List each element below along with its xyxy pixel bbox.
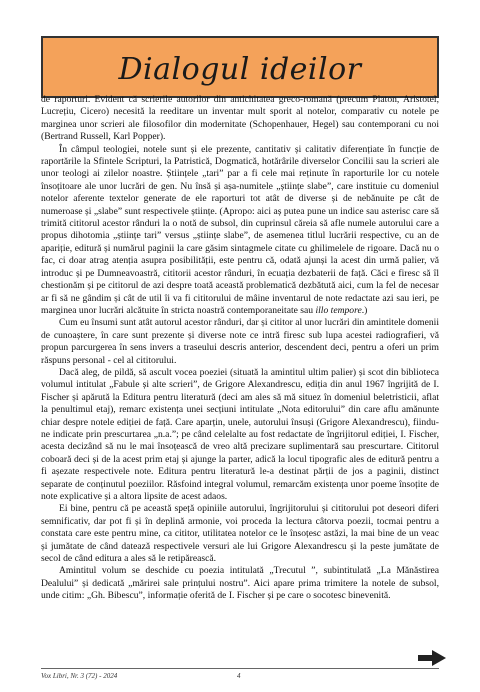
section-banner — [41, 36, 439, 98]
paragraph: Dacă aleg, de pildă, să ascult vocea poeziei (situată la amintitul ultim palier) și scot din biblioteca volumul intitulat „Fabule și alte scrieri”, de Grigore Alexandrescu, ediția din anul 1967 îngrijită de I. Fischer și apărută la Editura pentru literatură (deci am ales să mă situez în domeniul beletristicii, aflat la penultimul etaj), remarc existența unei secțiuni intitulate „Nota editorului” din care aflu amănunte chiar despre notele ediției de față. Care aparțin, unele, autorului însuși (Grigore Alexandrescu), fiindu-ne indicate prin prescurtarea „n.a.”; pe când celelalte au fost redactate de îngrijitorul ediției, I. Fischer, acesta decizând să nu le mai însoțească de vreo altă precizare suplimentară sau prescurtare. Cititorul coboară deci și de la acest prim etaj și ajunge la parter, adică la locul tipografic ales de editură pentru a fi așezate respectivele note. Editura pentru literatură le-a destinat părții de jos a paginii, distinct separate de conținutul poeziilor. Răsfoind integral volumul, remarcăm existența unor poeme însoțite de note explicative și a altora lipsite de acest adaos. — [41, 366, 439, 502]
section-title: Dialogul ideilor — [118, 52, 362, 87]
right-arrow-icon[interactable] — [418, 650, 446, 666]
journal-reference: Vox Libri, Nr. 3 (72) - 2024 — [41, 672, 118, 680]
paragraph: de raporturi. Evident că scrierile autorilor din antichitatea greco-romană (precum Platon, Aristotel, Lucrețiu, Cicero) necesită la reeditare un inventar mult sporit al notelor, comparativ cu notele pe marginea unor scrieri ale filosofilor din modernitate (Schopenhauer, Hegel) sau contemporani cu noi (Bertrand Russell, Karl Popper). — [41, 94, 439, 143]
paragraph: În câmpul teologiei, notele sunt și ele prezente, cantitativ și calitativ diferențiate în funcție de raportările la Sfintele Scripturi, la Patristică, Dogmatică, hotărârile diverselor Concilii sau la scrieri ale unor teologi ai zilelor noastre. Științele „tari” par a fi cele mai reținute în raporturile lor cu notele însoțitoare ale unor lucrări de gen. Nu însă și așa-numitele „științe slabe”, care instituie cu domeniul notelor aferente textelor generate de ele raporturi tot atât de diverse și de nebănuite pe cât de numeroase și „slabe” sunt respectivele științe. (Apropo: aici aș putea pune un indice sau asterisc care să trimită cititorul acestor rânduri la o notă de subsol, din cuprinsul căreia să afle numele autorului care a propus dihotomia „științe tari” versus „științe slabe”, de asemenea titlul lucrării respective, cu an de apariție, editură și numărul paginii la care găsim sintagmele citate cu ghilimelele de rigoare. Dacă nu o fac, ci doar atrag atenția asupra posibilității, este pentru că, odată ajunși la acest din urmă palier, vă introduc și pe Dumneavoastră, cititorii acestor rânduri, în ecuația dezbaterii de față. Căci e firesc să îl chestionăm și pe cititorul de azi despre toată această problematică dezbătută aici, cum la fel de necesar ar fi să ne gândim și cât de util îi va fi cititorului de mâine inventarul de note redactate azi sau ieri, pe marginea unor lucrări alcătuite în stricta noastră contemporaneitate sau illo tempore.) — [41, 143, 439, 316]
article-body — [41, 94, 439, 603]
paragraph: Amintitul volum se deschide cu poezia intitulată „Trecutul ”, subintitulată „La Mănăstirea Dealului” și dedicată „mărirei sale prințului nostru”. Aici apare prima trimitere la notele de subsol, unde citim: „Gh. Bibescu”, informație oferită de I. Fischer și pe care o socotesc binevenită. — [41, 565, 439, 602]
paragraph: Cum eu însumi sunt atât autorul acestor rânduri, dar și cititor al unor lucrări din amintitele domenii de cunoaștere, în care sunt prezente și diverse note ce intră firesc sub lupa acestei radiografieri, vă propun parcurgerea în sens invers a traseului descris anterior, descendent deci, pentru a oferi un prim răspuns personal - cel al cititorului. — [41, 317, 439, 366]
paragraph: Ei bine, pentru că pe această speță opiniile autorului, îngrijitorului și cititorului pot deseori diferi semnificativ, dar pot fi și în deplină armonie, voi proceda la lectura câtorva poezii, tocmai pentru a constata care este pentru mine, ca cititor, utilitatea notelor ce le însoțesc astăzi, la mai bine de un veac și jumătate de când datează respectivele versuri ale lui Grigore Alexandrescu și la peste jumătate de secol de când editura a ales să le retipărească. — [41, 503, 439, 565]
italic-phrase: illo tempore — [315, 304, 362, 316]
page-number: 4 — [237, 672, 241, 680]
page-footer — [41, 668, 439, 683]
